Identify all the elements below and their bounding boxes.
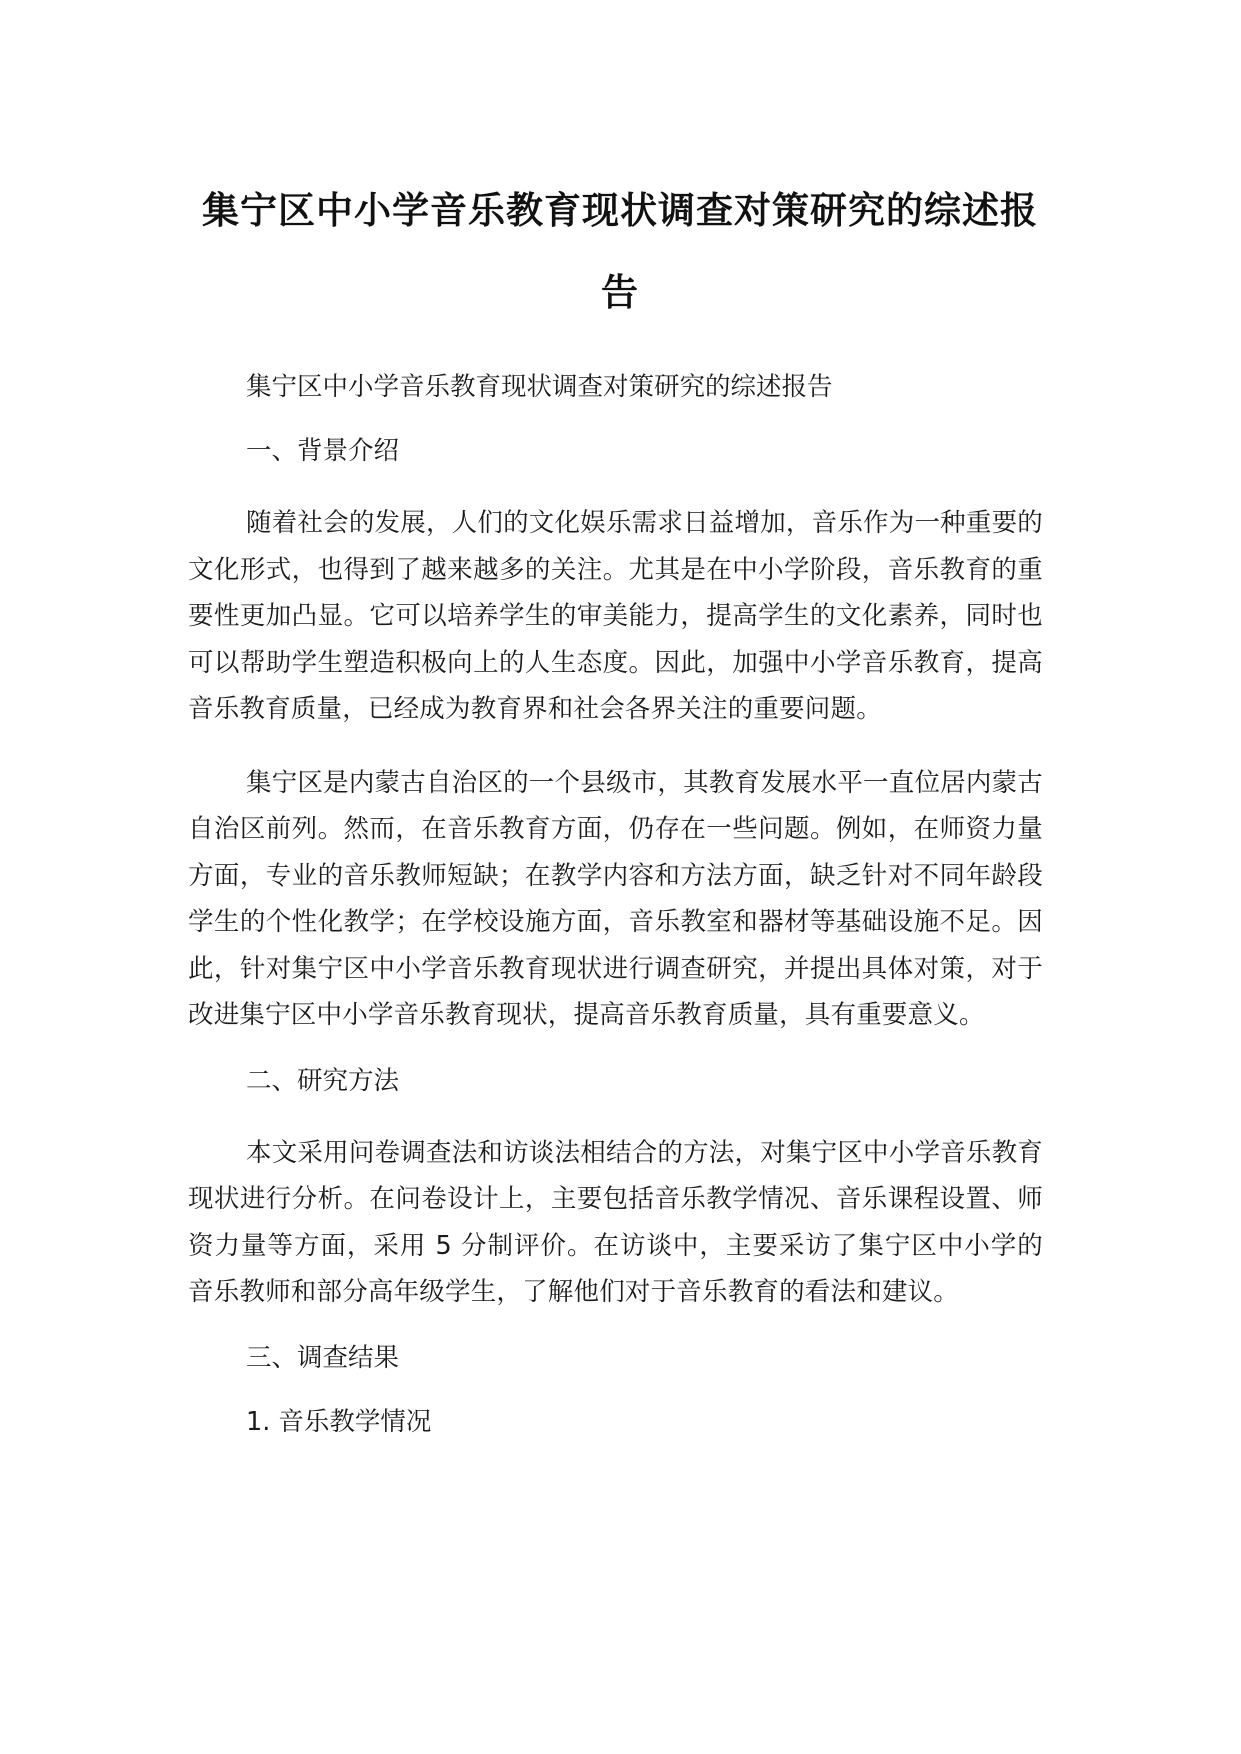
section-heading-method: 二、研究方法	[246, 1065, 400, 1096]
background-paragraph-2: 集宁区是内蒙古自治区的一个县级市，其教育发展水平一直位居内蒙古自治区前列。然而，在音乐教育方面，仍存在一些问题。例如，在师资力量方面，专业的音乐教师短缺；在教学内容和方法方面，缺乏针对不同年龄段学生的个性化教学；在学校设施方面，音乐教室和器材等基础设施不足。因此，针对集宁区中小学音乐教育现状进行调查研究，并提出具体对策，对于改进集宁区中小学音乐教育现状，提高音乐教育质量，具有重要意义。	[188, 767, 1043, 1030]
section-heading-results: 三、调查结果	[246, 1342, 400, 1373]
section-heading-background: 一、背景介绍	[246, 436, 400, 466]
results-subheading-teaching: 1. 音乐教学情况	[246, 1406, 432, 1437]
document-subtitle: 集宁区中小学音乐教育现状调查对策研究的综述报告	[246, 372, 833, 402]
background-paragraph-1: 随着社会的发展，人们的文化娱乐需求日益增加，音乐作为一种重要的文化形式，也得到了越来越多的关注。尤其是在中小学阶段，音乐教育的重要性更加凸显。它可以培养学生的审美能力，提高学生的文化素养，同时也可以帮助学生塑造积极向上的人生态度。因此，加强中小学音乐教育，提高音乐教育质量，已经成为教育界和社会各界关注的重要问题。	[188, 508, 1043, 724]
document-body	[188, 372, 1043, 1471]
method-paragraph-1: 本文采用问卷调查法和访谈法相结合的方法，对集宁区中小学音乐教育现状进行分析。在问卷设计上，主要包括音乐教学情况、音乐课程设置、师资力量等方面，采用 5 分制评价。在访谈中，主要采访了集宁区中小学的音乐教师和部分高年级学生，了解他们对于音乐教育的看法和建议。	[188, 1137, 1043, 1307]
document-title: 集宁区中小学音乐教育现状调查对策研究的综述报告	[202, 189, 1038, 314]
